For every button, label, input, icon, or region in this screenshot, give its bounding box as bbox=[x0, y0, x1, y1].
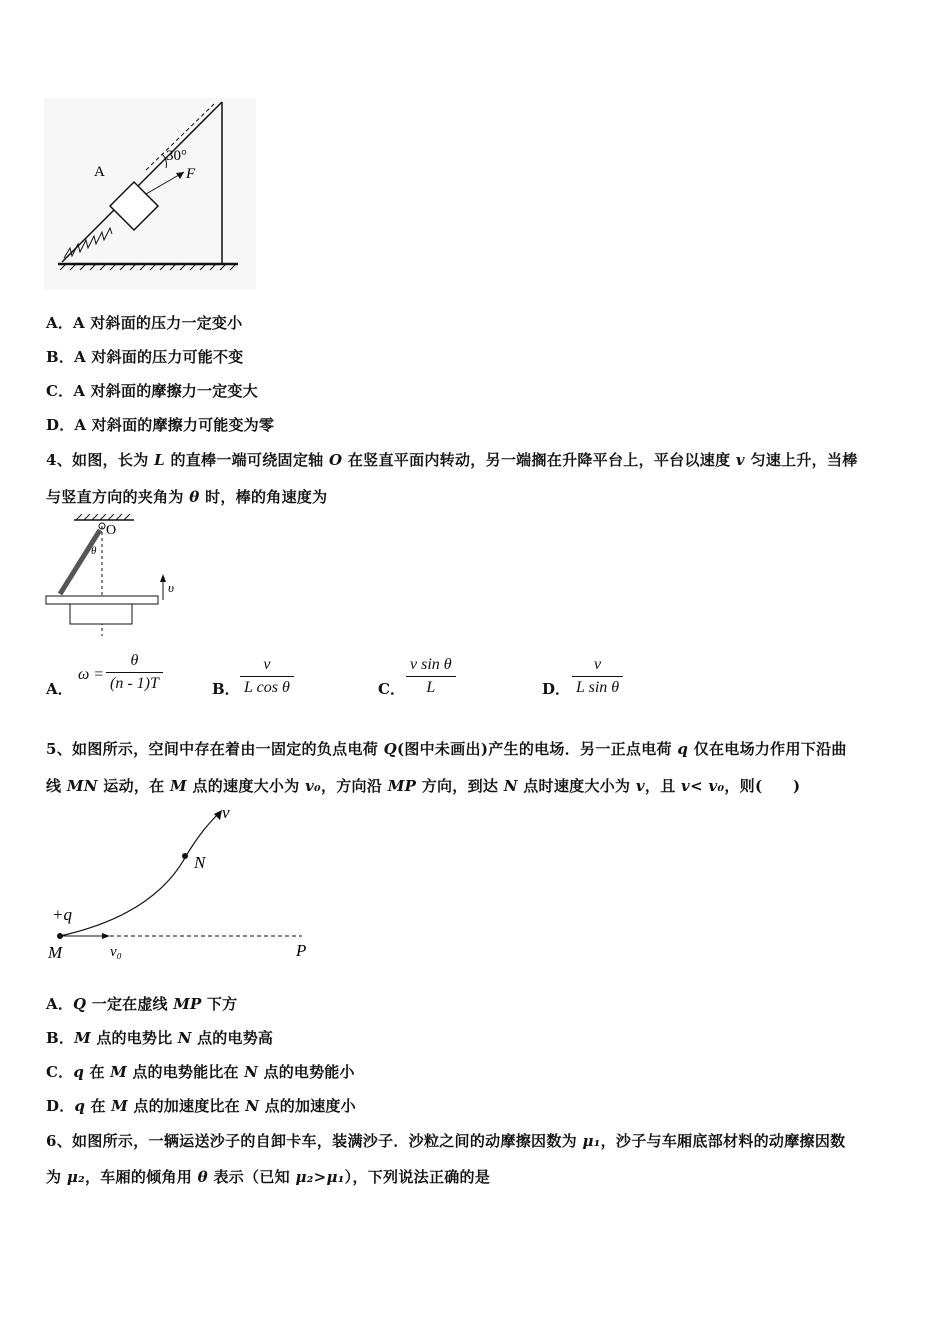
q4-option-a-prefix: ω = bbox=[78, 666, 105, 683]
q4-stem-line1: 4、如图，长为 L 的直棒一端可绕固定轴 O 在竖直平面内转动，另一端搁在升降平台上，平台以速度 v 匀速上升，当棒 bbox=[46, 451, 858, 469]
point-m-label: M bbox=[48, 943, 63, 962]
q6-stem-line2: 为 μ₂，车厢的倾角用 θ 表示（已知 μ₂>μ₁），下列说法正确的是 bbox=[46, 1168, 491, 1186]
q5-option-a: A．Q 一定在虚线 MP 下方 bbox=[46, 995, 238, 1013]
force-label: F bbox=[186, 166, 196, 182]
point-n-label: N bbox=[194, 853, 206, 872]
q4-option-c-formula: $\frac{\text{v sin θ}}{L}$ bbox=[406, 656, 456, 697]
block-label: A bbox=[94, 164, 105, 180]
trajectory-figure bbox=[44, 800, 324, 966]
velocity-label: υ bbox=[168, 580, 174, 595]
q5-stem-line2: 线 MN 运动，在 M 点的速度大小为 v₀，方向沿 MP 方向，到达 N 点时速度大小为 v，且 v< v₀，则( ) bbox=[46, 777, 801, 795]
angle-label: 30° bbox=[166, 148, 187, 164]
angle-theta-label: θ bbox=[91, 545, 97, 557]
q5-option-d: D．q 在 M 点的加速度比在 N 点的加速度小 bbox=[46, 1097, 356, 1115]
q4-option-b-letter: B． bbox=[212, 680, 240, 698]
q4-option-d-formula: $\frac{v}{\text{L sin θ}}$ bbox=[572, 656, 623, 697]
q5-option-b: B．M 点的电势比 N 点的电势高 bbox=[46, 1029, 274, 1047]
q5-stem-line1: 5、如图所示，空间中存在着由一固定的负点电荷 Q(图中未画出)产生的电场．另一正点电荷 q 仅在电场力作用下沿曲 bbox=[46, 740, 847, 758]
q4-option-b-formula: $\frac{v}{\text{L cos θ}}$ bbox=[240, 656, 294, 697]
q3-option-d: D．A 对斜面的摩擦力可能变为零 bbox=[46, 416, 275, 434]
q4-option-c-letter: C． bbox=[378, 680, 405, 698]
q5-option-c: C．q 在 M 点的电势能比在 N 点的电势能小 bbox=[46, 1063, 355, 1081]
q6-stem-line1: 6、如图所示，一辆运送沙子的自卸卡车，装满沙子．沙粒之间的动摩擦因数为 μ₁，沙子与车厢底部材料的动摩擦因数 bbox=[46, 1132, 846, 1150]
q4-option-d-letter: D． bbox=[542, 680, 571, 698]
q4-option-a-formula: $\frac{\theta}{(n - 1)T}$ bbox=[106, 652, 163, 693]
q4-option-a-letter: A． bbox=[46, 680, 73, 698]
rod-figure bbox=[44, 512, 194, 638]
pivot-label: O bbox=[106, 523, 117, 538]
charge-label: +q bbox=[52, 905, 72, 924]
v0-label: v₀ bbox=[110, 944, 122, 960]
q4-stem-line2: 与竖直方向的夹角为 θ 时，棒的角速度为 bbox=[46, 488, 328, 506]
point-p-label: P bbox=[296, 941, 307, 960]
q3-option-c: C．A 对斜面的摩擦力一定变大 bbox=[46, 382, 258, 400]
q3-option-a: A．A 对斜面的压力一定变小 bbox=[46, 314, 243, 332]
curve-v-label: v bbox=[222, 803, 230, 822]
q3-option-b: B．A 对斜面的压力可能不变 bbox=[46, 348, 244, 366]
incline-figure bbox=[44, 98, 256, 290]
